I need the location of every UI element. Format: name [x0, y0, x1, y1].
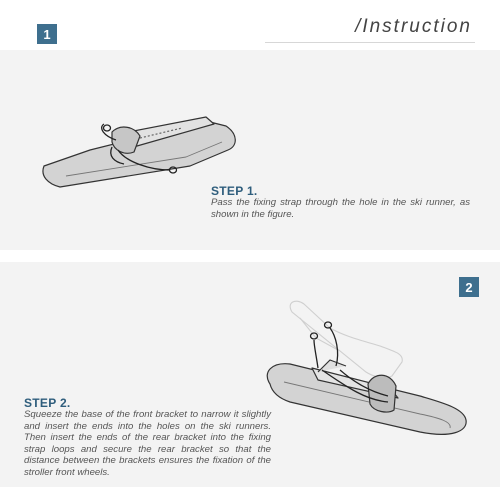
- step2-badge: 2: [459, 277, 479, 297]
- step1-title: STEP 1.: [211, 184, 258, 198]
- page-title: /Instruction: [355, 16, 472, 37]
- step1-badge: 1: [37, 24, 57, 44]
- step1-description: Pass the fixing strap through the hole in the ski runner, as shown in the figure.: [211, 197, 470, 220]
- step2-title: STEP 2.: [24, 396, 71, 410]
- step2-description: Squeeze the base of the front bracket to narrow it slightly and insert the ends into the holes on the ski runners. Then insert the ends of the rear bracket into the fixing strap loops and secure the rear bracket so that the distance between the brackets ensures the fixation of the stroller front wheels.: [24, 409, 271, 478]
